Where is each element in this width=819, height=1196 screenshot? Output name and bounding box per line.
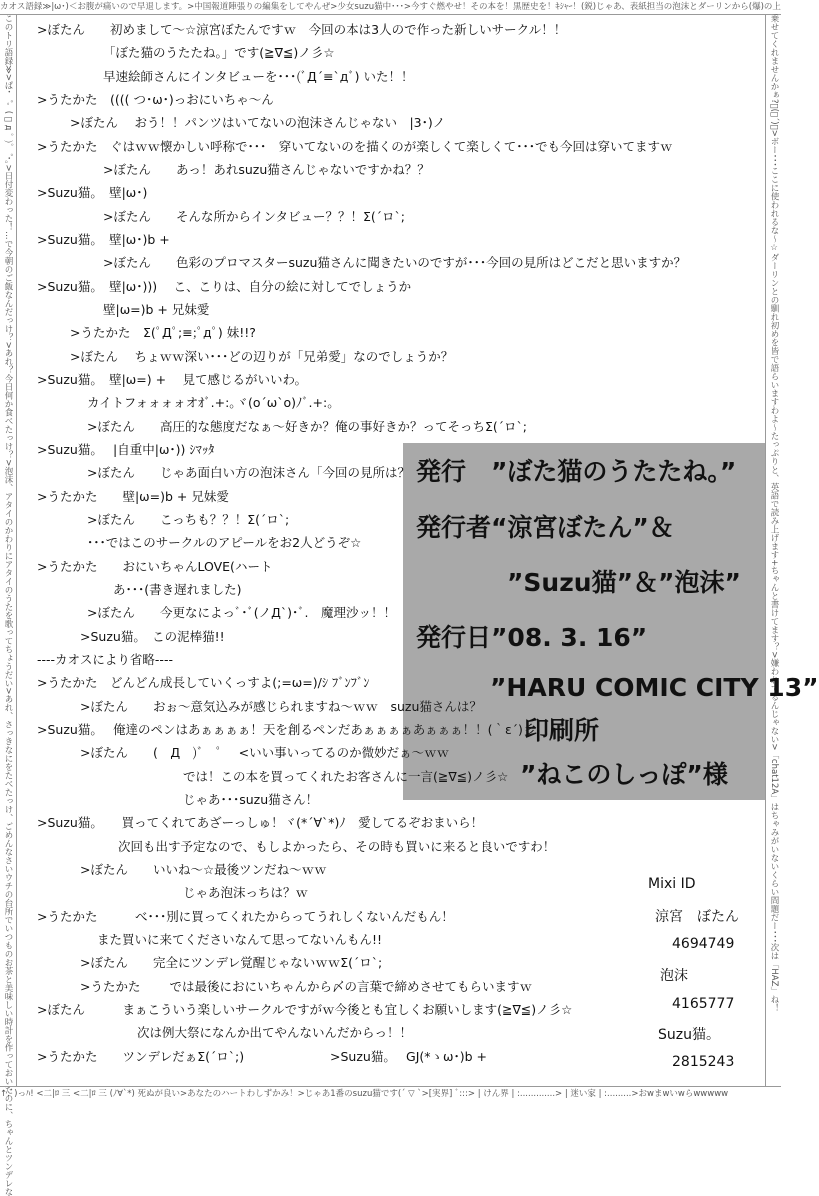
dialogue-line: >Suzu猫。 壁|ω=) + 見て感じるがいいわ。: [37, 372, 308, 387]
dialogue-line: >ぼたん いいね～☆最後ツンだね～ｗｗ: [80, 862, 327, 877]
dialogue-line: では！この本を買ってくれたお客さんに一言(≧∇≦)ノ彡☆: [183, 768, 509, 784]
dialogue-line: >ぼたん おう！！パンツはいてないの泡沫さんじゃない |3･)ノ: [70, 115, 446, 131]
border-top-text: カオス語録≫|ω･)＜お腹が痛いので早退します。>中国報道陣張りの編集をしてやんぜ>少女suzu猫中･･･>今すぐ燃やせ！その本を！黒歴史を！ｷｼｬｰ！(鋭)じゃあ、表紙担当の泡沫とダーリンから(爆)の上: [0, 0, 781, 15]
dialogue-line: カイトフォォォォオｵﾞ.+:｡ヾ(o´ω`o)ﾉﾞ.+:｡: [87, 395, 334, 411]
dialogue-line: >うたかた では最後におにいちゃんから〆の言葉で締めさせてもらいますｗ: [80, 978, 532, 994]
dialogue-line: >Suzu猫。 壁|ω･)b +: [37, 232, 170, 247]
dialogue-line: 早速絵師さんにインタビューを･･･(ﾞД´≡`дﾞ) いた！！: [103, 68, 414, 84]
mixi-suzu-id: 2815243: [672, 1054, 735, 1070]
dialogue-line: >うたかた べ･･･別に買ってくれたからってうれしくないんだもん！: [37, 908, 454, 924]
dialogue-line: >Suzu猫。 |自重中|ω･)) ｼﾏｯﾀ: [37, 442, 215, 457]
border-left-text: このトリ語録≫>ぱ･゜ﾟ( ﾟ д ﾟ )ﾟ゜･｡>日付変わった！…で今朝のご飯なんだっけ？>あれ？今日何か食べたっけ？>泡沫、アタイのかわりにアタイのうたを歌ってちょうだい>あれ、さっきなにをたべたっけ、ごめんなさいウチの台所でいつものお茶と美味しい時計を作っておいたのに、ちゃんとツンデレな: [0, 14, 17, 1086]
dialogue-line: >ぼたん あっ！あれsuzu猫さんじゃないですかね？？: [103, 162, 430, 177]
imprint-event: ”HARU COMIC CITY 13”: [490, 673, 819, 702]
dialogue-line: >うたかた ぐはｗｗ懐かしい呼称で･･･ 穿いてないのを描くのが楽しくて楽しくて･･･でも今回は穿いてますｗ: [37, 138, 673, 154]
mixi-botan-id: 4694749: [672, 936, 735, 952]
dialogue-line: >Suzu猫。 この泥棒猫!!: [80, 628, 225, 644]
dialogue-line: また買いに来てくださいなんて思ってないんもん!!: [97, 932, 383, 947]
dialogue-line: 壁|ω=)b + 兄妹愛: [103, 302, 210, 317]
dialogue-line: >ぼたん こっちも？？！Σ(´ロ`;: [87, 512, 290, 527]
imprint-publisher: 発行 ”ぼた猫のうたたね。”: [416, 457, 737, 486]
dialogue-line: >Suzu猫。 買ってくれてあざーっしゅ！ヾ(*´∀`*)ﾉ 愛してるぞおまいら！: [37, 815, 484, 831]
border-bottom-text: ↑;ﾞ)っﾊ! <二|ﾛ 三 <二|ﾛ 三 (ﾉ∀`*) 死ぬが良い>あなたのハートわしずかみ！>じゃあ1番のsuzu猫です(´ ▽ `>[実界] ﾞ:::> | けん界 | :.............> | 迷い家 | :.........>おwまwいwらwwwww: [0, 1086, 781, 1101]
dialogue-line: じゃあ･･･suzu猫さん！: [183, 792, 319, 807]
dialogue-line: >うたかた おにいちゃんLOVE(ハート: [37, 558, 273, 574]
dialogue-line: >うたかた (((( つ･ω･)っおにいちゃ～ん: [37, 92, 274, 107]
dialogue-line: >ぼたん 完全にツンデレ覚醒じゃないｗｗΣ(´ロ`;: [80, 955, 383, 971]
dialogue-line: じゃあ泡沫っちは？ｗ: [183, 885, 309, 901]
imprint-issuer: 発行者“涼宮ぼたん”＆: [416, 513, 674, 542]
dialogue-line: >ぼたん 高圧的な態度だなぁ～好きか？俺の事好きか？ってそっちΣ(´ロ`;: [87, 418, 527, 434]
dialogue-line: >ぼたん おぉ～意気込みが感じられますね～ｗｗ suzu猫さんは？: [80, 698, 482, 714]
mixi-utakata-name: 泡沫: [660, 968, 688, 984]
border-right-text: 乗せてくれませんかぁ?ﾞ(ｰ´)ﾞ>ボー･･･ここに使われるな～☆ダーリンとの馴れ初めを皆で語らいますわよ～たっぷりと、英語で読み上げます+ちゃんと書けてます？>嫌われてるんじゃない>「chat12A」はちゃみがいないくらい問題だー･･･次は「HAZ」ね！: [765, 14, 782, 1086]
dialogue-line: >うたかた 壁|ω=)b + 兄妹愛: [37, 488, 229, 504]
dialogue-line: >ぼたん 色彩のプロマスターsuzu猫さんに聞きたいのですが･･･今回の見所はどこだと思いますか？: [103, 255, 687, 271]
dialogue-line: >Suzu猫。 壁|ω･))) こ、こりは、自分の絵に対してでしょうか: [37, 278, 412, 294]
imprint-printer-label: 印刷所: [524, 716, 600, 745]
dialogue-line: ----カオスにより省略----: [37, 652, 173, 667]
dialogue-line: >うたかた Σ(ﾟДﾟ;≡;ﾟдﾟ) 妹!!?: [70, 325, 256, 341]
dialogue-line: あ･･･(書き遅れました): [113, 582, 242, 597]
imprint-date: 発行日”08. 3. 16”: [416, 623, 648, 652]
dialogue-line: 次回も出す予定なので、もしよかったら、その時も買いに来ると良いですわ！: [118, 838, 556, 854]
dialogue-line: >Suzu猫。 俺達のペンはあぁぁぁぁ！天を創るペンだあぁぁぁぁあぁぁぁ！！(｀ε´)彡: [37, 722, 536, 737]
dialogue-line: >ぼたん 初めまして～☆涼宮ぼたんですｗ 今回の本は3人ので作った新しいサークル！！: [37, 22, 567, 37]
dialogue-line: 次は例大祭になんか出てやんないんだからっ！！: [137, 1025, 413, 1041]
dialogue-line: >ぼたん まぁこういう楽しいサークルですがｗ今後とも宜しくお願いします(≧∇≦)ノ彡☆: [37, 1002, 573, 1017]
dialogue-line: >ぼたん ( Д )ﾞ ﾟ <いい事いってるのか微妙だぁ～ｗｗ: [80, 745, 450, 761]
mixi-title: Mixi ID: [648, 876, 696, 892]
dialogue-line: ･･･ではこのサークルのアピールをお2人どうぞ☆: [87, 535, 362, 551]
imprint-issuer-2: ”Suzu猫”＆”泡沫”: [507, 568, 741, 597]
dialogue-line: >ぼたん そんな所からインタビュー？？！Σ(´ロ`;: [103, 208, 405, 224]
mixi-utakata-id: 4165777: [672, 996, 735, 1012]
mixi-suzu-name: Suzu猫。: [658, 1027, 720, 1043]
dialogue-line: >ぼたん ちょｗｗ深い･･･どの辺りが「兄弟愛」なのでしょうか？: [70, 348, 454, 364]
mixi-botan-name: 涼宮 ぼたん: [655, 909, 739, 925]
dialogue-line: >ぼたん 今更なによっﾞ･ﾞ(ノД`)･ﾞ. 魔理沙ッ！！: [87, 605, 396, 621]
dialogue-line: >うたかた ツンデレだぁΣ(´ロ`;): [37, 1048, 245, 1064]
dialogue-line: >Suzu猫。 壁|ω･): [37, 185, 148, 201]
imprint-printer: ”ねこのしっぽ”様: [520, 760, 728, 789]
dialogue-line: >Suzu猫。 GJ(*ゝω･)b +: [330, 1048, 488, 1064]
dialogue-line: 「ぼた猫のうたたね。」です(≧∇≦)ノ彡☆: [103, 45, 335, 61]
dialogue-line: >うたかた どんどん成長していくっすよ(;=ω=)/ｼ ﾌﾞﾝﾌﾞﾝ: [37, 675, 370, 691]
dialogue-line: >ぼたん じゃあ面白い方の泡沫さん「今回の見所は？: [87, 465, 410, 481]
